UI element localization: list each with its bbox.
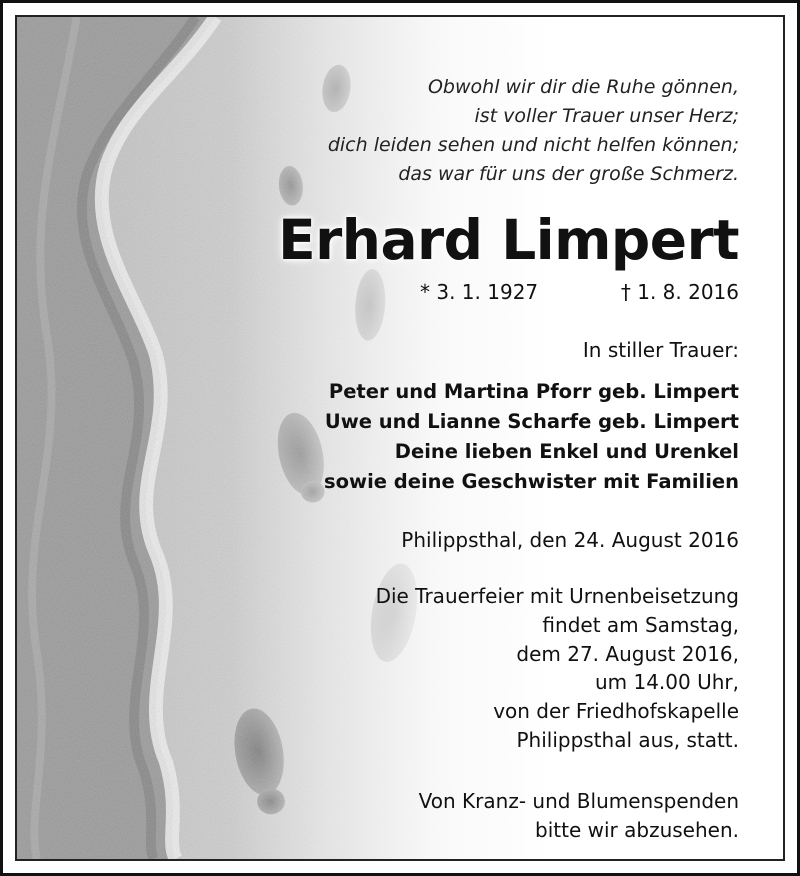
- mourning-intro: In stiller Trauer:: [582, 338, 739, 362]
- flower-line: Von Kranz- und Blumenspenden: [418, 789, 739, 813]
- mourner-line: sowie deine Geschwister mit Familien: [324, 470, 739, 493]
- poem-line: dich leiden sehen und nicht helfen können;: [327, 134, 739, 156]
- mourner-line: Peter und Martina Pforr geb. Limpert: [328, 380, 739, 403]
- life-dates: [420, 277, 739, 307]
- funeral-line: um 14.00 Uhr,: [594, 670, 739, 695]
- funeral-details: [376, 582, 739, 755]
- flower-request: [419, 787, 739, 845]
- inner-frame: [15, 15, 785, 861]
- poem-line: das war für uns der große Schmerz.: [398, 163, 739, 185]
- poem-line: Obwohl wir dir die Ruhe gönnen,: [427, 76, 739, 98]
- deceased-name: Erhard Limpert: [278, 208, 739, 272]
- death-cross-icon: †: [620, 280, 631, 304]
- birth-symbol: *: [420, 280, 430, 304]
- birth-date: 3. 1. 1927: [436, 280, 539, 304]
- mourner-line: Deine lieben Enkel und Urenkel: [394, 440, 739, 463]
- mourners-list: [324, 377, 739, 497]
- death-date: 1. 8. 2016: [637, 280, 739, 304]
- funeral-line: von der Friedhofskapelle: [493, 699, 739, 724]
- funeral-line: findet am Samstag,: [542, 612, 739, 637]
- poem-line: ist voller Trauer unser Herz;: [474, 105, 739, 127]
- place-and-date: Philippsthal, den 24. August 2016: [401, 528, 739, 552]
- flower-line: bitte wir abzusehen.: [535, 818, 739, 842]
- funeral-line: dem 27. August 2016,: [516, 641, 739, 666]
- funeral-line: Philippsthal aus, statt.: [516, 727, 739, 752]
- funeral-line: Die Trauerfeier mit Urnenbeisetzung: [375, 584, 739, 608]
- mourner-line: Uwe und Lianne Scharfe geb. Limpert: [324, 410, 739, 433]
- poem: [328, 73, 739, 189]
